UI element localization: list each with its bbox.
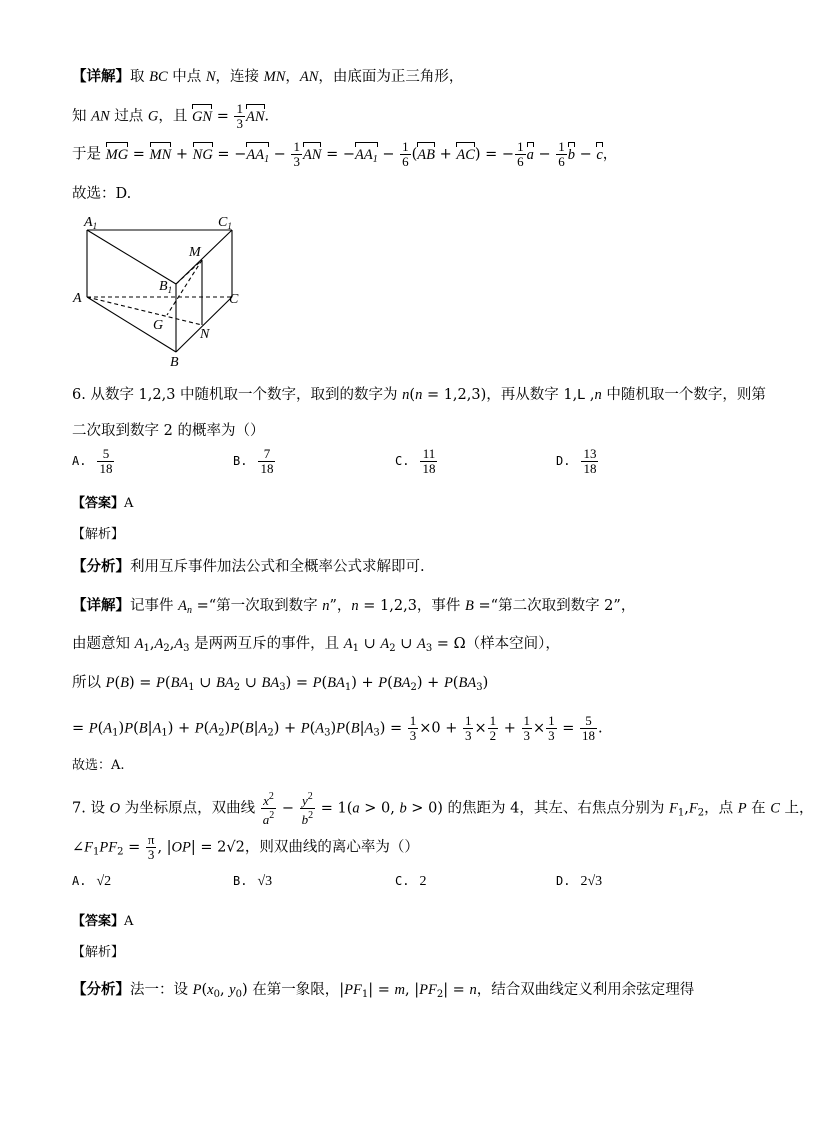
- q7-option-b[interactable]: B. √3: [233, 874, 273, 889]
- q6-detail-line-3: 所以 $P(B) = P(BA_1$ ∪ $BA_2$ ∪ $BA_3) = P(BA_1) + P(BA_2) + P(BA_3)$: [72, 675, 489, 693]
- label-A1: $A_1$: [84, 215, 98, 231]
- q5-choose: 故选：D.: [72, 186, 132, 202]
- prism-figure: [72, 212, 252, 372]
- label-A: A: [73, 291, 82, 306]
- q7-analysis-label: 【解析】: [72, 945, 125, 960]
- q6-fenxi: 【分析】利用互斥事件加法公式和全概率公式求解即可.: [72, 559, 425, 575]
- q5-detail-label: 【详解】: [72, 69, 130, 85]
- q6-detail-line-4: = $P(A_1)P(B|A_1) + P(A_2)P(B|A_2) + P(A_3)P(B|A_3)$ = $\frac{1}{3}$ ×0 + $\frac{1}{3}$ × $\frac{1}{2}$ + $\frac{1}{3}$ × $\frac{1}{3}$ = $\frac{5}{18}$ .: [72, 713, 603, 743]
- q5-detail-line-3: 于是 MG = MN + NG = $-AA_1$ − $\frac{1}{3}$ AN = $-AA_1$ − $\frac{1}{6}$ (AB + AC) = − $\frac{1}{6}$ a − $\frac{1}{6}$ b − c，: [72, 139, 618, 169]
- q7-stem-line-1: 7. 设 O 为坐标原点，双曲线 $\frac{x^2}{a^2}$ − $\frac{y^2}{b^2}$ = 1(a > 0, b > 0) 的焦距为 4，其左、右焦点分别为 $F_1,F_2$，点 P 在 C 上，: [72, 791, 814, 827]
- q6-option-c[interactable]: C. $\frac{11}{18}$: [395, 446, 436, 476]
- q6-answer: 【答案】A: [72, 496, 134, 511]
- label-B: B: [170, 355, 179, 370]
- q6-analysis-label: 【解析】: [72, 527, 125, 542]
- q6-option-b[interactable]: B. $\frac{7}{18}$: [233, 446, 274, 476]
- q6-detail-line-1: 【详解】记事件 $A_n$ =“第一次取到数字 n”，n = 1,2,3，事件 B =“第二次取到数字 2”，: [72, 598, 636, 616]
- q6-stem-line-1: 6. 从数字 1,2,3 中随机取一个数字，取到的数字为 n(n = 1,2,3)，再从数字 1,L ,n 中随机取一个数字，则第: [72, 387, 766, 403]
- label-G: G: [153, 318, 164, 333]
- q6-option-a[interactable]: A. $\frac{5}{18}$: [72, 446, 113, 476]
- q7-fenxi: 【分析】法一：设 $P(x_0$, $y_0$) 在第一象限，$|PF_1| = m$, $|PF_2| = n$，结合双曲线定义利用余弦定理得: [72, 982, 695, 1000]
- q7-option-d[interactable]: D. 2√3: [556, 874, 603, 889]
- q5-detail-line-2: 知 AN 过点 G，且 GN = $\frac{1}{3}$ AN．: [72, 101, 280, 131]
- q7-option-c[interactable]: C. 2: [395, 874, 427, 889]
- label-C: C: [229, 292, 239, 307]
- label-N: N: [200, 327, 210, 342]
- q6-choose: 故选：A.: [72, 758, 125, 773]
- label-C1: $C_1$: [218, 215, 232, 231]
- q7-stem-line-2: $\angle F_1PF_2$ = $\frac{\pi}{3}$ , |OP| = 2√2，则双曲线的离心率为（）: [72, 832, 419, 862]
- q7-answer: 【答案】A: [72, 914, 134, 929]
- q6-detail-line-2: 由题意知 $A_1,A_2,A_3$ 是两两互斥的事件，且 $A_1$ ∪ $A_2$ ∪ $A_3 = \Omega$（样本空间），: [72, 636, 560, 654]
- q6-stem-line-2: 二次取到数字 2 的概率为（）: [72, 423, 265, 439]
- q5-detail-line-1: [72, 67, 463, 87]
- q6-option-d[interactable]: D. $\frac{13}{18}$: [556, 446, 597, 476]
- label-B1: $B_1$: [159, 279, 173, 295]
- q5-detail-text-1: 取 BC 中点 N，连接 MN，AN，由底面为正三角形，: [130, 69, 464, 85]
- q7-option-a[interactable]: A. √2: [72, 874, 112, 889]
- label-M: M: [189, 245, 201, 260]
